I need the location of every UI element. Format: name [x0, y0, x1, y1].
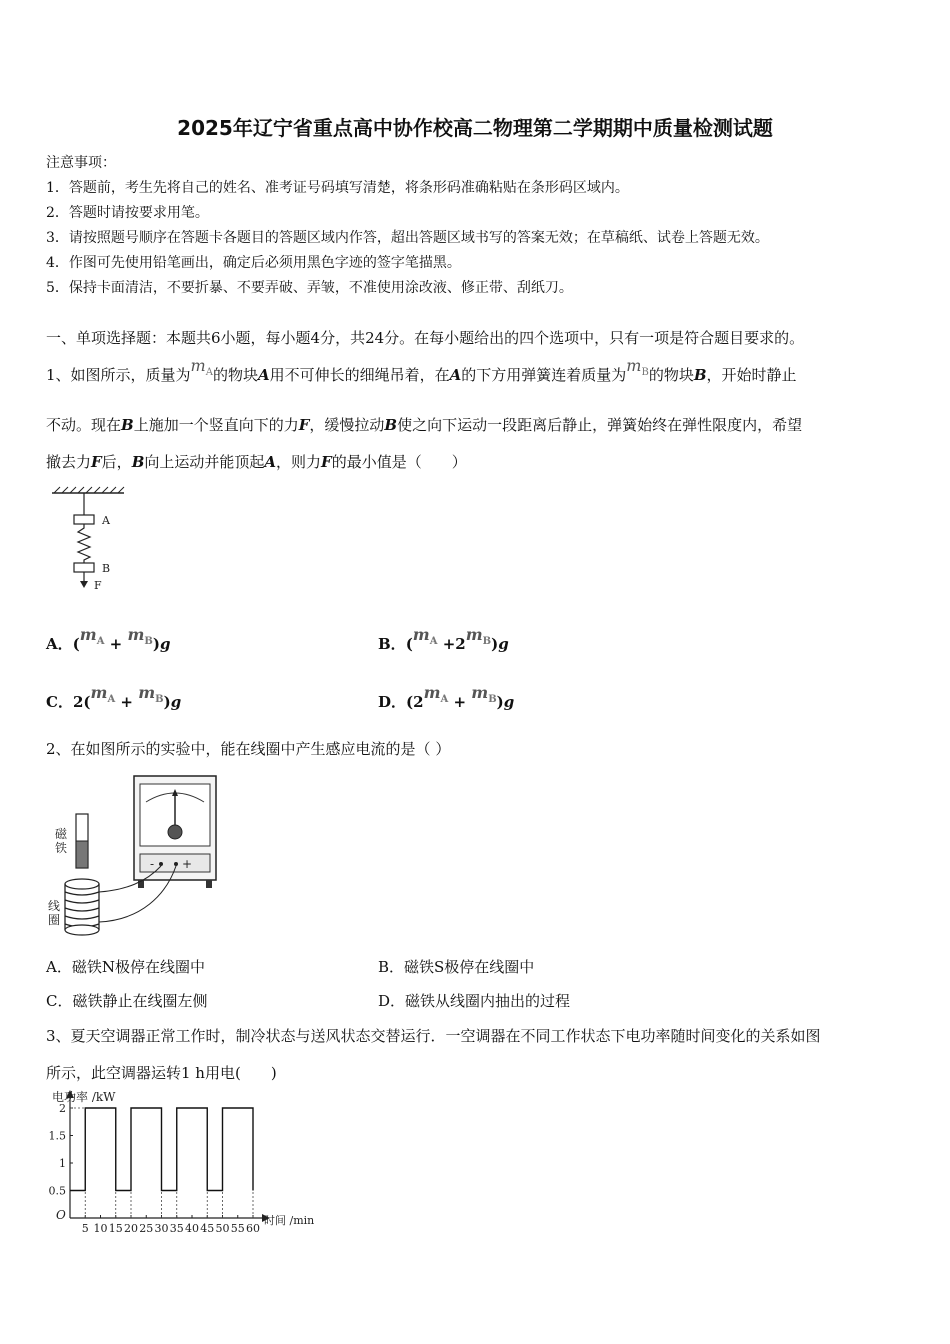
y-axis-label: 电功率 /kW — [52, 1090, 116, 1104]
question-2-stem: 2、在如图所示的实验中，能在线圈中产生感应电流的是（ ） — [46, 740, 451, 758]
q1-option-a[interactable]: A．$(m_A + m_B)g$ — [46, 625, 171, 653]
coil-label-1: 线 — [48, 899, 61, 913]
force-arrow-head — [80, 581, 88, 588]
q1-option-d[interactable]: D．$(2m_A + m_B)g$ — [378, 683, 515, 711]
notice-item: 4．作图可先使用铅笔画出，确定后必须用黑色字迹的签字笔描黑。 — [46, 255, 461, 271]
question-1-line-3: 撤去力F后，B向上运动并能顶起A，则力F的最小值是（ ） — [46, 453, 467, 471]
ceiling-hatch — [54, 487, 124, 493]
section-heading: 一、单项选择题：本题共6小题，每小题4分，共24分。在每小题给出的四个选项中，只有一项是符合题目要求的。 — [46, 329, 805, 347]
notice-item: 3．请按照题号顺序在答题卡各题目的答题区域内作答，超出答题区域书写的答案无效；在草稿纸、试卷上答题无效。 — [46, 230, 769, 246]
x-tick-label: 20 — [124, 1222, 138, 1232]
label-f: F — [94, 579, 102, 592]
block-b — [74, 563, 94, 572]
mass-b-symbol: $m_B$ — [626, 356, 649, 379]
coil-label-2: 圈 — [48, 913, 61, 927]
q2-option-b[interactable]: B．磁铁S极停在线圈中 — [378, 958, 535, 976]
q2-option-d[interactable]: D．磁铁从线圈内抽出的过程 — [378, 992, 571, 1010]
notice-item: 2．答题时请按要求用笔。 — [46, 205, 209, 221]
question-1-line-1: 1、如图所示，质量为$m_A$的物块A用不可伸长的细绳吊着，在A的下方用弹簧连着质量为$m_B$的物块B，开始时静止 — [46, 356, 797, 384]
galvanometer-figure — [46, 770, 226, 940]
terminal-plus: + — [182, 857, 193, 871]
mass-a-symbol: $m_A$ — [190, 356, 213, 379]
spring — [78, 524, 90, 563]
x-tick-label: 45 — [200, 1222, 215, 1232]
question-3-line-1: 3、夏天空调器正常工作时，制冷状态与送风状态交替运行．一空调器在不同工作状态下电功率随时间变化的关系如图 — [46, 1027, 821, 1045]
block-a — [74, 515, 94, 524]
y-tick-label: 1 — [59, 1157, 66, 1170]
x-tick-label: 40 — [185, 1222, 199, 1232]
label-b: B — [102, 562, 111, 575]
y-tick-label: 2 — [59, 1102, 66, 1115]
power-time-chart — [44, 1086, 334, 1232]
x-tick-label: 25 — [139, 1222, 154, 1232]
x-tick-label: 15 — [108, 1222, 123, 1232]
q1-option-b[interactable]: B．$(m_A +2m_B)g$ — [378, 625, 509, 653]
spring-block-figure — [46, 485, 136, 595]
x-tick-label: 50 — [215, 1222, 230, 1232]
foot — [206, 880, 212, 888]
label-a: A — [102, 514, 110, 527]
notice-item: 5．保持卡面清洁，不要折暴、不要弄破、弄皱，不准使用涂改液、修正带、刮纸刀。 — [46, 280, 573, 296]
coil-windings — [65, 884, 99, 930]
x-tick-label: 30 — [154, 1222, 169, 1232]
question-1-line-2: 不动。现在B上施加一个竖直向下的力F，缓慢拉动B使之向下运动一段距离后静止，弹簧始终在弹性限度内，希望 — [46, 416, 803, 434]
x-axis-label: 时间 /min — [264, 1214, 315, 1227]
x-tick-label: 10 — [93, 1222, 108, 1232]
x-tick-label: 35 — [169, 1222, 184, 1232]
terminal-minus: - — [150, 857, 155, 871]
q2-option-c[interactable]: C．磁铁静止在线圈左侧 — [46, 992, 208, 1010]
magnet-label-2: 铁 — [55, 841, 68, 855]
magnet-label-1: 磁 — [55, 827, 68, 841]
terminal-dot — [174, 862, 178, 866]
power-series-line — [70, 1108, 253, 1191]
page-title: 2025年辽宁省重点高中协作校高二物理第二学期期中质量检测试题 — [177, 116, 773, 140]
q2-option-a[interactable]: A．磁铁N极停在线圈中 — [46, 958, 205, 976]
q1-option-c[interactable]: C．$2(m_A + m_B)g$ — [46, 683, 182, 711]
x-tick-label: 55 — [230, 1222, 245, 1232]
notice-heading: 注意事项： — [46, 155, 116, 171]
notice-item: 1．答题前，考生先将自己的姓名、准考证号码填写清楚，将条形码准确粘贴在条形码区域内。 — [46, 180, 629, 196]
coil-top — [65, 879, 99, 889]
y-tick-label: 1.5 — [48, 1129, 66, 1143]
x-tick-label: 60 — [246, 1222, 260, 1232]
terminal-dot — [159, 862, 163, 866]
magnet-pole — [76, 841, 88, 868]
question-3-line-2: 所示，此空调器运转1 h用电( ) — [46, 1064, 277, 1082]
x-tick-label: 5 — [81, 1222, 89, 1232]
coil-bottom — [65, 925, 99, 935]
origin-label: O — [56, 1208, 66, 1222]
pivot — [168, 825, 182, 839]
y-tick-label: 0.5 — [48, 1184, 66, 1198]
